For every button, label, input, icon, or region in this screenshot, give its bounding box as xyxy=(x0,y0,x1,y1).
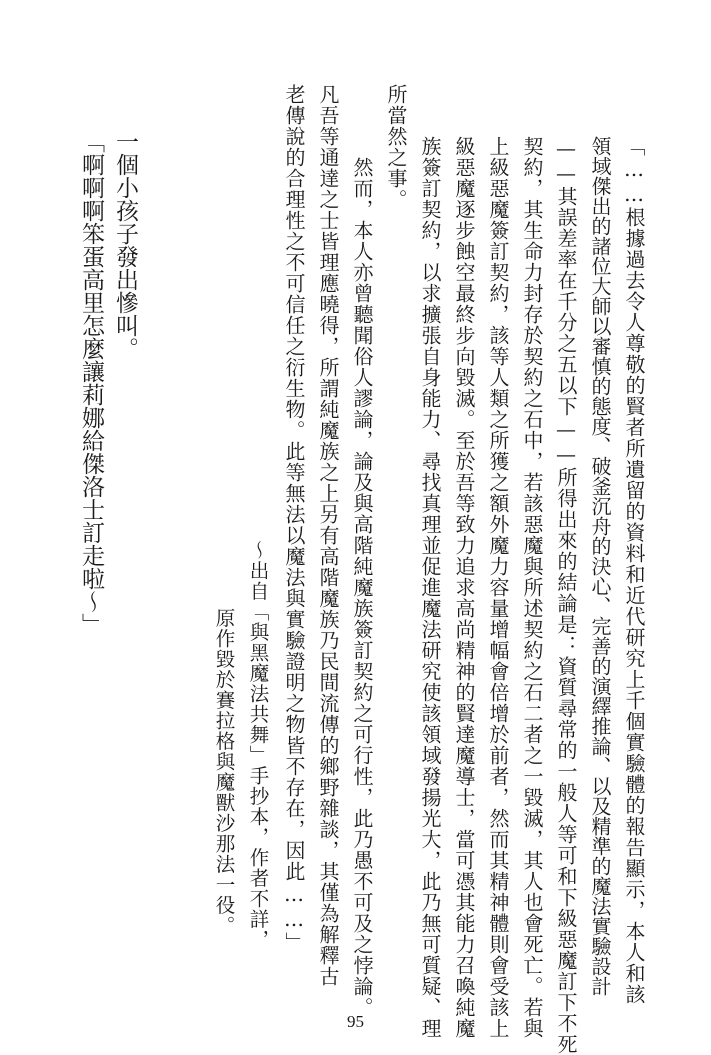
quote-column-7: 族簽訂契約，以求擴張自身能力、尋找真理並促進魔法研究使該領域發揚光大，此乃無可質疑、理 xyxy=(418,136,442,1039)
page-number: 95 xyxy=(347,1012,364,1031)
quote-column-1: 「……根據過去令人尊敬的賢者所遺留的資料和近代研究上千個實驗體的報告顯示，本人和該 xyxy=(622,136,646,1005)
quote-column-5: 上級惡魔簽訂契約，該等人類之所獲之額外魔力容量增幅會倍增於前者，然而其精神體則會受該上 xyxy=(486,136,510,1039)
narration-line: 一個小孩子發出慘叫。 xyxy=(112,130,138,360)
source-line-1: ～出自「與黑魔法共舞」手抄本，作者不詳， xyxy=(246,540,270,950)
dialogue-line: 「啊啊啊笨蛋高里怎麼讓莉娜給傑洛士訂走啦～」 xyxy=(78,130,104,636)
quote-column-8: 所當然之事。 xyxy=(384,84,408,210)
quote-column-11: 老傳說的合理性之不可信任之衍生物。此等無法以魔法與實驗證明之物皆不存在，因此……」 xyxy=(282,84,306,953)
quote-column-3: ——其誤差率在千分之五以下——所得出來的結論是：資質尋常的一般人等可和下級惡魔訂下不死 xyxy=(554,136,578,1055)
quote-column-6: 級惡魔逐步蝕空最終步向毀滅。至於吾等致力追求高尚精神的賢達魔導士，當可憑其能力召喚純魔 xyxy=(452,136,476,1039)
quote-column-4: 契約，其生命力封存於契約之石中，若該惡魔與所述契約之石二者之一毀滅，其人也會死亡。若與 xyxy=(520,136,544,1039)
source-line-2: 原作毀於賽拉格與魔獸沙那法一役。 xyxy=(212,608,236,936)
quote-column-10: 凡吾等通達之士皆理應曉得，所謂純魔族之上另有高階魔族乃民間流傳的鄉野雜談，其僅為解釋古 xyxy=(316,84,340,987)
quote-column-9: 然而，本人亦曾聽聞俗人謬論，論及與高階純魔族簽訂契約之可行性，此乃愚不可及之悖論。 xyxy=(350,136,374,1018)
quote-column-2: 領域傑出的諸位大師以審慎的態度、破釜沉舟的決心、完善的演繹推論、以及精準的魔法實驗設計 xyxy=(588,136,612,996)
